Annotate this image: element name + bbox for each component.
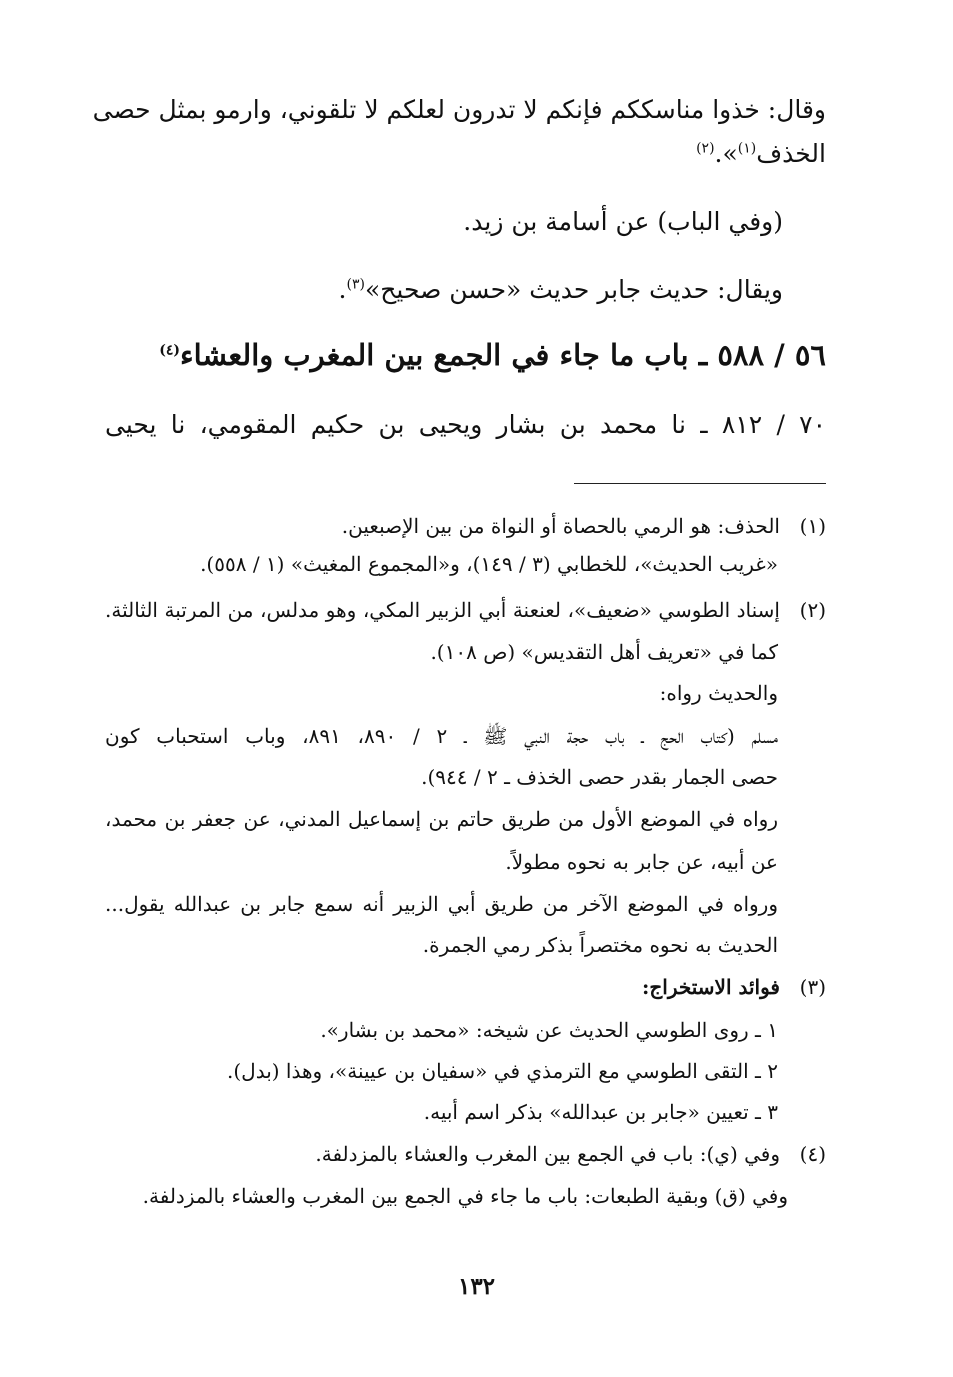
- footnote-4-number: (٤): [799, 1142, 826, 1166]
- footnote-2-text-8: ورواه في الموضع الآخر من طريق أبي الزبير أنه سمع جابر بن عبدالله يقول...: [105, 892, 778, 916]
- footnote-2-line-2: [105, 636, 778, 668]
- chapter-heading: [105, 332, 826, 378]
- footnote-2-line-4: [105, 720, 778, 752]
- main-line-2: [105, 134, 826, 174]
- footnote-2-line-8: [105, 888, 778, 920]
- footnote-3-text-3: ٣ ـ تعيين «جابر بن عبدالله» بذكر اسم أبيه.: [423, 1100, 778, 1124]
- main-line-1: [92, 90, 826, 130]
- footnote-4-text-1: وفي (ي): باب في الجمع بين المغرب والعشاء بالمزدلفة.: [315, 1142, 780, 1166]
- footnote-3-text-1: ١ ـ روى الطوسي الحديث عن شيخه: «محمد بن بشار».: [320, 1018, 778, 1042]
- footnote-2-text-7: عن أبيه، عن جابر به نحوه مطولاً.: [505, 850, 778, 874]
- footnote-2-text-4: مسلم (كتاب الحج ـ باب حجة النبي ﷺ ـ ٢ / ٨٩٠، ٨٩١، وباب استحباب كون: [105, 724, 779, 748]
- footnote-3-line-1: [105, 1014, 778, 1046]
- main-line-6-text: ٧٠ / ٨١٢ ـ نا محمد بن بشار ويحيى بن حكيم المقومي، نا يحيى: [105, 410, 827, 439]
- footnote-3-number: (٣): [799, 975, 826, 999]
- footnote-ref-4[interactable]: (٤): [159, 342, 181, 359]
- footnote-3-title: فوائد الاستخراج:: [641, 975, 780, 999]
- footnote-ref-1[interactable]: (١): [737, 140, 757, 157]
- main-line-6: [105, 405, 826, 445]
- footnote-2-text-1: إسناد الطوسي «ضعيف»، لعنعنة أبي الزبير المكي، وهو مدلس، من المرتبة الثالثة.: [105, 598, 780, 622]
- footnote-4-line-2: [105, 1180, 788, 1212]
- footnote-3-line-3: [105, 1096, 778, 1128]
- main-line-3-text: (وفي الباب) عن أسامة بن زيد.: [463, 207, 783, 236]
- footnote-1-line-2: [105, 548, 778, 580]
- footnote-2-line-1: [105, 594, 826, 626]
- footnote-2-line-7: [105, 846, 778, 878]
- main-line-4: [105, 270, 783, 310]
- footnote-3-text-2: ٢ ـ التقى الطوسي مع الترمذي في «سفيان بن عيينة»، وهذا (بدل).: [227, 1059, 778, 1083]
- footnote-2-text-5: حصى الجمار بقدر حصى الخذف ـ ٢ / ٩٤٤).: [421, 765, 778, 789]
- footnote-2-line-6: [105, 803, 778, 835]
- footnote-2-line-5: [105, 761, 778, 793]
- footnote-4-line-1: [105, 1138, 826, 1170]
- footnote-4-text-2: وفي (ق) وبقية الطبعات: باب ما جاء في الجمع بين المغرب والعشاء بالمزدلفة.: [142, 1184, 788, 1208]
- footnote-2-line-3: [105, 677, 778, 709]
- footnote-1-line-1: [105, 510, 826, 542]
- main-line-4-text: ويقال: حديث جابر حديث «حسن صحيح»: [364, 275, 783, 304]
- main-line-2-text: الخذف: [756, 139, 826, 168]
- footnote-separator: [574, 483, 826, 484]
- footnote-3-title-line: [105, 971, 826, 1003]
- footnote-2-line-9: [105, 929, 778, 961]
- footnote-2-number: (٢): [799, 598, 826, 622]
- footnote-ref-3[interactable]: (٣): [346, 276, 365, 293]
- footnote-1-text-1: الحذف: هو الرمي بالحصاة أو النواة من بين الإصبعين.: [341, 514, 780, 538]
- footnote-2-text-3: والحديث رواه:: [659, 681, 778, 705]
- main-line-2-close: ».: [714, 139, 738, 168]
- footnote-1-number: (١): [799, 514, 826, 538]
- main-line-3: [105, 202, 783, 242]
- footnote-ref-2[interactable]: (٢): [696, 140, 715, 157]
- footnote-2-text-6: رواه في الموضع الأول من طريق حاتم بن إسماعيل المدني، عن جعفر بن محمد،: [105, 807, 778, 831]
- page-number: ١٣٢: [457, 1273, 496, 1300]
- footnote-2-text-9: الحديث به نحوه مختصراً بذكر رمي الجمرة.: [422, 933, 778, 957]
- chapter-heading-text: ٥٦ / ٥٨٨ ـ باب ما جاء في الجمع بين المغرب والعشاء: [180, 338, 826, 372]
- footnote-2-text-2: كما في «تعريف أهل التقديس» (ص ١٠٨).: [430, 640, 778, 664]
- footnote-1-text-2: «غريب الحديث»، للخطابي (٣ / ١٤٩)، و«المجموع المغيث» (١ / ٥٥٨).: [200, 552, 778, 576]
- footnote-3-line-2: [105, 1055, 778, 1087]
- main-line-4-end: .: [338, 275, 347, 304]
- main-line-1-text: وقال: خذوا مناسككم فإنكم لا تدرون لعلكم لا تلقوني، وارمو بمثل حصى: [92, 95, 826, 124]
